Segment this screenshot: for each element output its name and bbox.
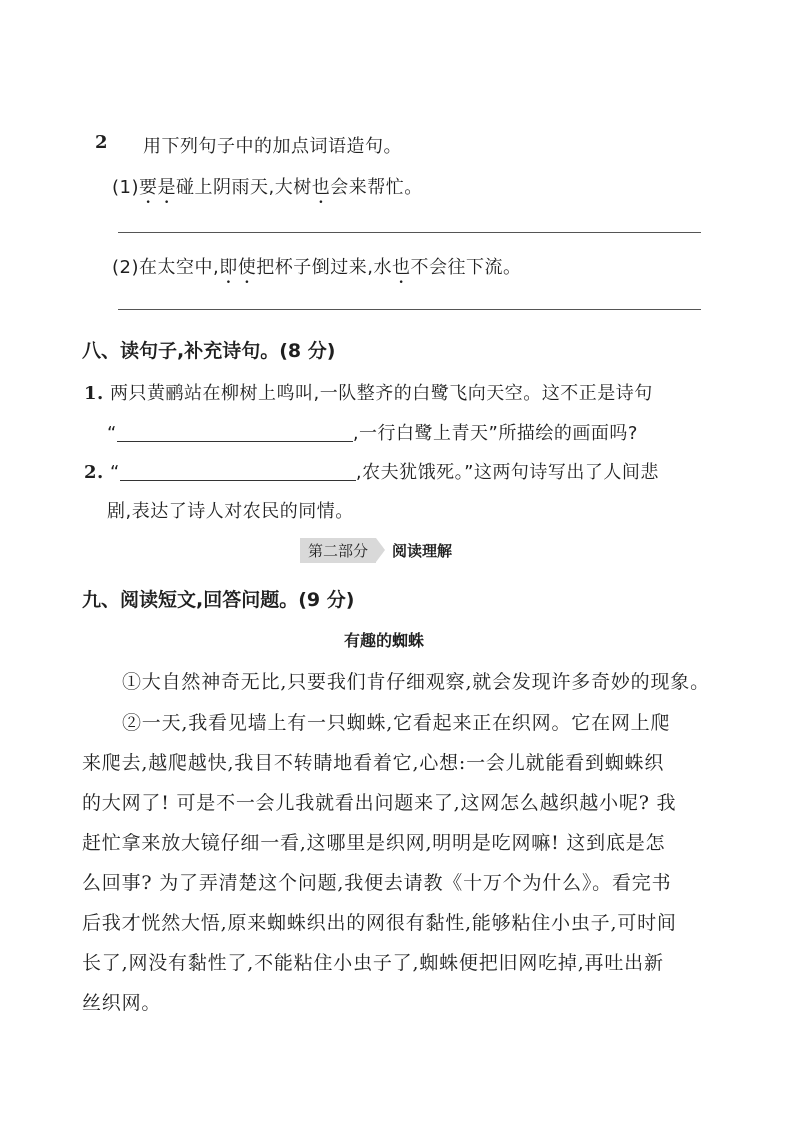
part-2-box: 第二部分 xyxy=(300,538,376,563)
section-9-title: 九、阅读短文,回答问题。(9 分) xyxy=(82,589,355,611)
poem-blank-1[interactable] xyxy=(117,423,353,442)
question-number: 2 xyxy=(95,132,108,153)
item-2-line-1: 2. “ ,农夫犹饿死。”这两句诗写出了人间悲 xyxy=(84,462,659,483)
dotted-word: 要是 xyxy=(139,177,176,198)
section-8-title: 八、读句子,补充诗句。(8 分) xyxy=(82,340,336,362)
dotted-word: 即使 xyxy=(219,257,257,278)
sentence-2: (2)在太空中,即使把杯子倒过来,水也不会往下流。 xyxy=(112,257,522,278)
story-line-7: 后我才恍然大悟,原来蜘蛛织出的网很有黏性,能够粘住小虫子,可时间 xyxy=(82,912,677,934)
dotted-word: 也 xyxy=(391,257,411,278)
question-instruction: 用下列句子中的加点词语造句。 xyxy=(143,136,402,157)
story-line-3: 来爬去,越爬越快,我目不转睛地看着它,心想:一会儿就能看到蜘蛛织 xyxy=(82,752,665,774)
part-2-banner xyxy=(300,538,452,562)
dotted-word: 也 xyxy=(311,177,331,198)
answer-line-2[interactable] xyxy=(118,309,701,310)
story-title: 有趣的蜘蛛 xyxy=(344,631,425,650)
story-line-5: 赶忙拿来放大镜仔细一看,这哪里是织网,明明是吃网嘛! 这到底是怎 xyxy=(82,832,666,854)
part-2-label: 阅读理解 xyxy=(392,541,453,560)
story-line-9: 丝织网。 xyxy=(82,992,162,1014)
story-line-8: 长了,网没有黏性了,不能粘住小虫子了,蜘蛛便把旧网吃掉,再吐出新 xyxy=(82,952,664,974)
poem-blank-2[interactable] xyxy=(120,462,356,481)
item-1-line-2: “ ,一行白鹭上青天”所描绘的画面吗? xyxy=(107,423,638,444)
story-line-1: ①大自然神奇无比,只要我们肯仔细观察,就会发现许多奇妙的现象。 xyxy=(122,671,710,693)
answer-line-1[interactable] xyxy=(118,232,701,233)
item-1-line-1: 1. 两只黄鹂站在柳树上鸣叫,一队整齐的白鹭飞向天空。这不正是诗句 xyxy=(84,383,653,404)
sentence-1: (1)要是碰上阴雨天,大树也会来帮忙。 xyxy=(112,177,423,198)
story-line-2: ②一天,我看见墙上有一只蜘蛛,它看起来正在织网。它在网上爬 xyxy=(122,712,671,734)
story-line-6: 么回事? 为了弄清楚这个问题,我便去请教《十万个为什么》。看完书 xyxy=(82,872,672,894)
story-line-4: 的大网了! 可是不一会儿我就看出问题来了,这网怎么越织越小呢? 我 xyxy=(82,792,677,814)
item-2-line-2: 剧,表达了诗人对农民的同情。 xyxy=(107,501,354,522)
